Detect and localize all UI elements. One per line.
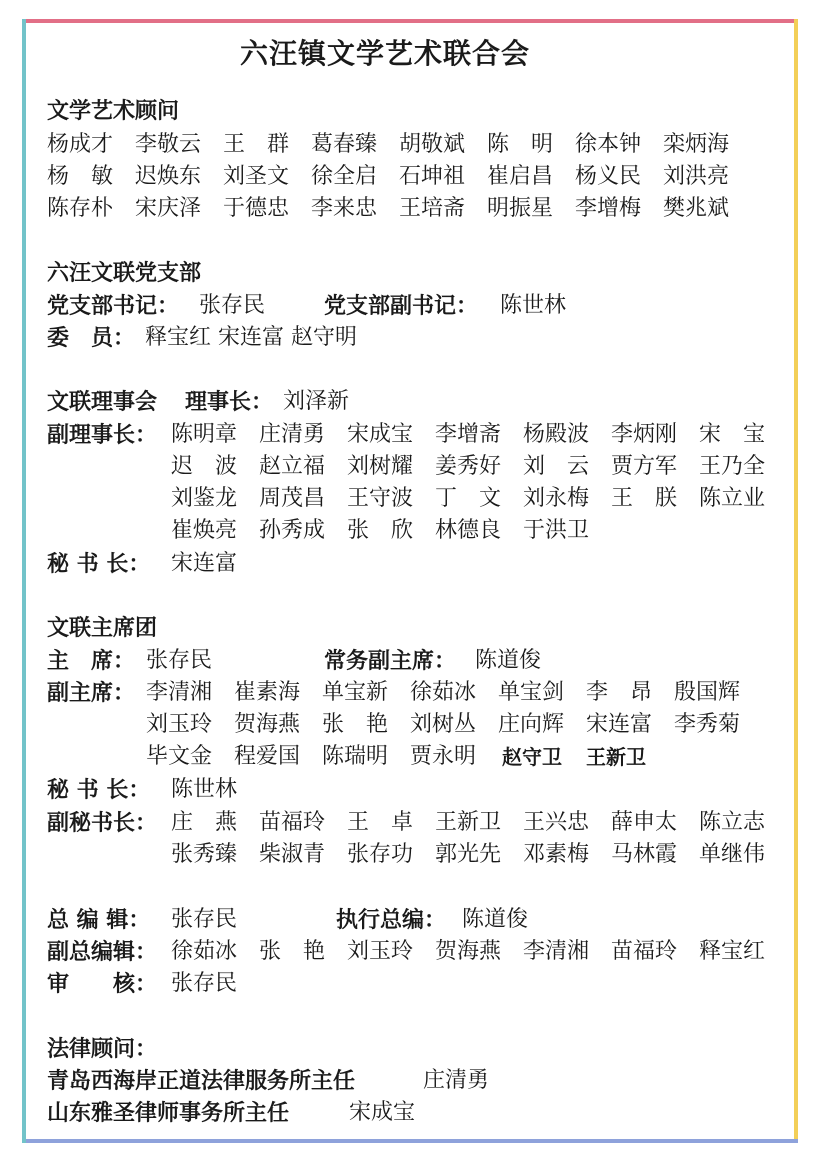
- presidium-chair-name: 张存民: [146, 648, 213, 673]
- advisors-heading: 文学艺术顾问: [47, 98, 180, 124]
- party-deputy-label: 党支部副书记：: [324, 293, 479, 319]
- name-item: 宋成宝: [347, 422, 414, 447]
- name-item: 刘玉玲: [146, 712, 213, 737]
- name-item: 张 欣: [347, 518, 414, 543]
- editorial-deputy-label: 副总编辑：: [47, 939, 158, 965]
- council-secretary-label: 秘 书 长：: [47, 551, 151, 577]
- name-item: 李秀菊: [674, 712, 741, 737]
- name-item: 崔焕亮: [171, 518, 238, 543]
- name-item: 王 群: [223, 132, 290, 157]
- name-item: 李增梅: [575, 196, 642, 221]
- name-item: 张 艳: [322, 712, 389, 737]
- name-item: 林德良: [435, 518, 502, 543]
- name-item: 徐全启: [311, 164, 378, 189]
- name-item: 庄清勇: [259, 422, 326, 447]
- name-item: 李清湘: [523, 939, 590, 964]
- name-item: 李增斋: [435, 422, 502, 447]
- name-item: 刘玉玲: [347, 939, 414, 964]
- name-item: 李 昂: [586, 680, 653, 705]
- name-item: 刘 云: [523, 454, 590, 479]
- name-item: 周茂昌: [259, 486, 326, 511]
- name-item: 庄 燕: [171, 810, 238, 835]
- council-chair-name: 刘泽新: [283, 389, 350, 414]
- editorial-exec-name: 陈道俊: [462, 907, 529, 932]
- name-item: 宋 宝: [699, 422, 766, 447]
- presidium-secretary-label: 秘 书 长：: [47, 777, 151, 803]
- name-item: 单继伟: [699, 842, 766, 867]
- name-item: 孙秀成: [259, 518, 326, 543]
- name-item: 姜秀好: [435, 454, 502, 479]
- name-item: 邓素梅: [523, 842, 590, 867]
- name-item: 苗福玲: [611, 939, 678, 964]
- editorial-exec-label: 执行总编：: [336, 907, 447, 933]
- name-item: 王守波: [347, 486, 414, 511]
- page-title: 六汪镇文学艺术联合会: [239, 37, 530, 70]
- name-item: 王 朕: [611, 486, 678, 511]
- name-item: 杨殿波: [523, 422, 590, 447]
- party-deputy-name: 陈世林: [500, 293, 567, 318]
- name-item: 毕文金: [146, 744, 213, 769]
- legal-name: 庄清勇: [423, 1068, 490, 1093]
- frame-left-border: [22, 19, 26, 1143]
- name-item-bold: 赵守卫: [502, 745, 562, 769]
- name-item: 陈 明: [487, 132, 554, 157]
- editorial-review-name: 张存民: [171, 971, 238, 996]
- name-item: 徐茹冰: [171, 939, 238, 964]
- name-item: 刘树丛: [410, 712, 477, 737]
- legal-heading: 法律顾问：: [47, 1036, 158, 1062]
- name-item: 贾永明: [410, 744, 477, 769]
- party-members-label: 委 员：: [47, 325, 136, 351]
- name-item: 陈存朴: [47, 196, 114, 221]
- council-vice-label: 副理事长：: [47, 422, 158, 448]
- name-item: 崔启昌: [487, 164, 554, 189]
- name-item: 贺海燕: [234, 712, 301, 737]
- presidium-exec-vice-label: 常务副主席：: [324, 648, 457, 674]
- name-item: 释宝红: [699, 939, 766, 964]
- name-item: 陈立业: [699, 486, 766, 511]
- name-item: 陈立志: [699, 810, 766, 835]
- frame-bottom-border: [22, 1139, 798, 1143]
- name-item: 单宝剑: [498, 680, 565, 705]
- name-item: 张存功: [347, 842, 414, 867]
- name-item: 张 艳: [259, 939, 326, 964]
- name-item: 程爱国: [234, 744, 301, 769]
- name-item: 单宝新: [322, 680, 389, 705]
- name-item: 丁 文: [435, 486, 502, 511]
- name-item: 殷国辉: [674, 680, 741, 705]
- name-item: 刘圣文: [223, 164, 290, 189]
- name-item: 于德忠: [223, 196, 290, 221]
- name-item: 杨 敏: [47, 164, 114, 189]
- name-item: 贾方军: [611, 454, 678, 479]
- presidium-chair-label: 主 席：: [47, 648, 136, 674]
- legal-name: 宋成宝: [349, 1100, 416, 1125]
- name-item: 李来忠: [311, 196, 378, 221]
- party-secretary-name: 张存民: [199, 293, 266, 318]
- name-item: 宋连富: [586, 712, 653, 737]
- frame-top-border: [22, 19, 798, 23]
- editorial-chief-label: 总 编 辑：: [47, 907, 151, 933]
- name-item: 李清湘: [146, 680, 213, 705]
- presidium-secretary-name: 陈世林: [171, 777, 238, 802]
- name-item: 于洪卫: [523, 518, 590, 543]
- name-item: 杨成才: [47, 132, 114, 157]
- name-item: 张秀臻: [171, 842, 238, 867]
- name-item: 赵立福: [259, 454, 326, 479]
- party-secretary-label: 党支部书记：: [47, 293, 180, 319]
- editorial-chief-name: 张存民: [171, 907, 238, 932]
- presidium-exec-vice-name: 陈道俊: [475, 648, 542, 673]
- name-item: 贺海燕: [435, 939, 502, 964]
- name-item: 柴淑青: [259, 842, 326, 867]
- name-item: 苗福玲: [259, 810, 326, 835]
- name-item: 胡敬斌: [399, 132, 466, 157]
- name-item: 崔素海: [234, 680, 301, 705]
- name-item: 刘永梅: [523, 486, 590, 511]
- name-item: 杨义民: [575, 164, 642, 189]
- name-item: 明振星: [487, 196, 554, 221]
- name-item: 王乃全: [699, 454, 766, 479]
- council-heading: 文联理事会: [47, 389, 158, 415]
- council-secretary-name: 宋连富: [171, 551, 238, 576]
- name-item: 庄向辉: [498, 712, 565, 737]
- name-item: 迟 波: [171, 454, 238, 479]
- name-item: 李敬云: [135, 132, 202, 157]
- party-members-names: 释宝红 宋连富 赵守明: [145, 325, 357, 350]
- name-item: 迟焕东: [135, 164, 202, 189]
- name-item: 王兴忠: [523, 810, 590, 835]
- name-item: 宋庆泽: [135, 196, 202, 221]
- legal-org: 山东雅圣律师事务所主任: [47, 1100, 290, 1126]
- name-item-bold: 王新卫: [586, 745, 646, 769]
- presidium-deputy-sg-label: 副秘书长：: [47, 810, 158, 836]
- name-item: 葛春臻: [311, 132, 378, 157]
- presidium-heading: 文联主席团: [47, 615, 158, 641]
- name-item: 徐本钟: [575, 132, 642, 157]
- name-item: 栾炳海: [663, 132, 730, 157]
- name-item: 马林霞: [611, 842, 678, 867]
- party-heading: 六汪文联党支部: [47, 260, 202, 286]
- name-item: 刘洪亮: [663, 164, 730, 189]
- name-item: 王 卓: [347, 810, 414, 835]
- editorial-review-label: 审 核：: [47, 971, 158, 997]
- name-item: 薛申太: [611, 810, 678, 835]
- name-item: 王培斋: [399, 196, 466, 221]
- legal-org: 青岛西海岸正道法律服务所主任: [47, 1068, 356, 1094]
- frame-right-border: [794, 19, 798, 1143]
- name-item: 陈瑞明: [322, 744, 389, 769]
- council-chair-label: 理事长：: [185, 389, 274, 415]
- name-item: 樊兆斌: [663, 196, 730, 221]
- name-item: 石坤祖: [399, 164, 466, 189]
- name-item: 刘树耀: [347, 454, 414, 479]
- name-item: 徐茹冰: [410, 680, 477, 705]
- name-item: 刘鉴龙: [171, 486, 238, 511]
- name-item: 郭光先: [435, 842, 502, 867]
- name-item: 陈明章: [171, 422, 238, 447]
- presidium-vice-label: 副主席：: [47, 680, 136, 706]
- name-item: 李炳刚: [611, 422, 678, 447]
- name-item: 王新卫: [435, 810, 502, 835]
